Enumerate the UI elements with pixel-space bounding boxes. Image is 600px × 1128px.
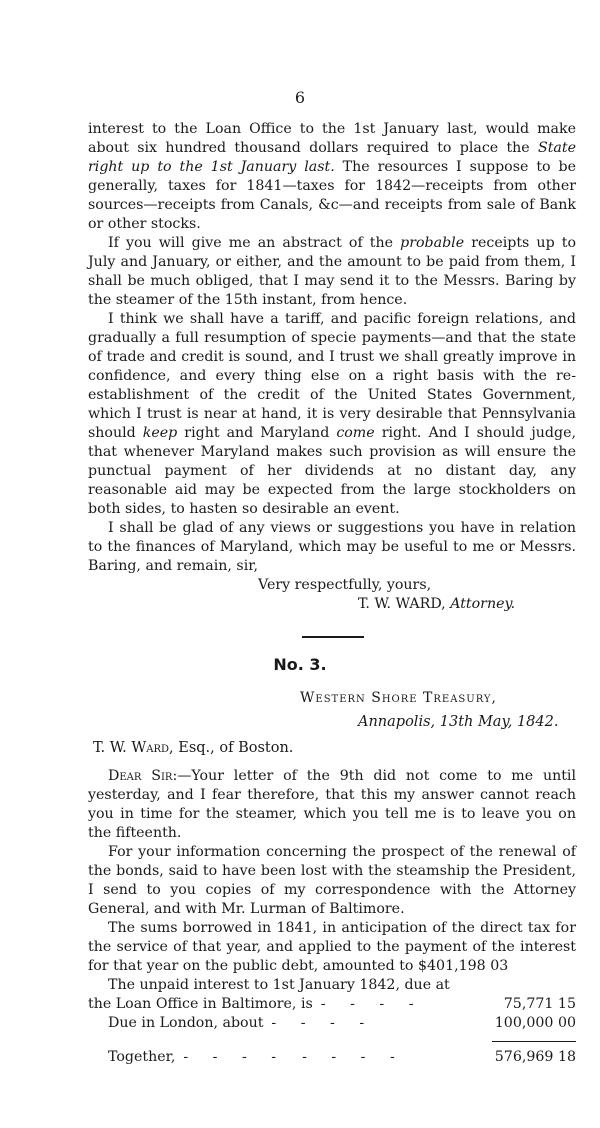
- together-amount: 576,969 18: [494, 1049, 576, 1065]
- addressee-name: T. W. Ward: [93, 740, 170, 756]
- page-number: 6: [294, 88, 306, 107]
- dash-leader: - - - -: [271, 1015, 375, 1031]
- signature-name: T. W. WARD,: [358, 596, 451, 612]
- dash-leader: - - - -: [183, 1049, 287, 1065]
- signature-title: Attorney.: [450, 596, 516, 612]
- p3-italic-come: come: [336, 425, 375, 441]
- together-row: [88, 1048, 576, 1067]
- dateline: Annapolis, 13th May, 1842.: [358, 714, 559, 730]
- paragraph-3: [88, 310, 576, 519]
- loan-office-label: [88, 995, 504, 1014]
- loan-office-amount: 75,771 15: [503, 996, 576, 1012]
- p2-text-c: receipts up to July and January, or either, and the amount to be paid from them, I shall be much obliged, that I may send it to the Messrs. Baring by the steamer of the 15th instant, from hence.: [88, 235, 576, 308]
- together-label: [88, 1048, 495, 1067]
- letter-paragraph-3: [88, 919, 576, 976]
- london-label: [88, 1014, 495, 1033]
- letter-p3-text: The sums borrowed in 1841, in anticipation of the direct tax for the service of that year, and applied to the payment of the interest for that year on the public debt, amounted to: [88, 920, 576, 974]
- paragraph-1: [88, 120, 576, 234]
- unpaid-interest-line: The unpaid interest to 1st January 1842, due at: [108, 977, 450, 993]
- london-amount: 100,000 00: [494, 1015, 576, 1031]
- p1-italic: State right up to the 1st January last.: [88, 140, 576, 175]
- loan-office-row: [88, 995, 576, 1014]
- together-text: Together,: [108, 1049, 176, 1065]
- p1-text-c: The resources I suppose to be generally, taxes for 1841—taxes for 1842—receipts from other sources—receipts from Canals, &c—and receipts from sale of Bank or other stocks.: [88, 159, 576, 232]
- p2-italic: probable: [400, 235, 465, 251]
- p3-text-e: right. And I should judge, that whenever Maryland makes such provision as will ensure the punctual payment of her dividends at no distant day, any reasonable aid may be expected from the large stockholders on both sides, to hasten so desirable an event.: [88, 425, 576, 517]
- salutation: Dear Sir: [108, 768, 173, 784]
- dash-leader: - - - -: [302, 1049, 405, 1065]
- p1-text-a: interest to the Loan Office to the 1st January last, would make about six hundred thousand dollars required to place the: [88, 121, 576, 156]
- closing: Very respectfully, yours,: [258, 577, 432, 593]
- paragraph-2: [88, 234, 576, 310]
- letter-p1-text: :—Your letter of the 9th did not come to me until yesterday, and I fear therefore, that this my answer cannot reach you in time for the steamer, which you tell me is to leave you on the fifteenth.: [88, 768, 576, 841]
- london-text: Due in London, about: [108, 1015, 264, 1031]
- p2-text-a: If you will give me an abstract of the: [108, 235, 401, 251]
- london-row: [88, 1014, 576, 1033]
- addressee: [93, 740, 293, 756]
- paragraph-4: I shall be glad of any views or suggestions you have in relation to the finances of Maryland, which may be useful to me or Messrs. Baring, and remain, sir,: [88, 520, 576, 574]
- lower-text-block: [88, 767, 576, 1067]
- borrowed-amount: $401,198 03: [417, 958, 509, 974]
- p3-text-a: I think we shall have a tariff, and pacific foreign relations, and gradually a full resumption of specie payments—and that the state of trade and credit is sound, and I trust we shall greatly improve in confidence, and every thing else on a right basis with the re-establishment of the credit of the United States Government, which I trust is near at hand, it is very desirable that Pennsylvania should: [88, 311, 576, 441]
- loan-office-text: the Loan Office in Baltimore, is: [88, 996, 313, 1012]
- sum-rule: [492, 1041, 576, 1042]
- letter-paragraph-1: [88, 767, 576, 843]
- p3-italic-keep: keep: [142, 425, 178, 441]
- letter-paragraph-2: For your information concerning the prospect of the renewal of the bonds, said to have been lost with the steamship the President, I send to you copies of my correspondence with the Attorney General, and with Mr. Lurman of Baltimore.: [88, 844, 576, 917]
- section-divider: [302, 636, 364, 638]
- addressee-rest: , Esq., of Boston.: [169, 740, 294, 756]
- dash-leader: - - - -: [320, 996, 424, 1012]
- section-heading: No. 3.: [273, 655, 327, 674]
- p3-text-c: right and Maryland: [177, 425, 337, 441]
- upper-text-block: [88, 120, 576, 614]
- office-heading: Western Shore Treasury,: [300, 690, 497, 706]
- signature: [88, 595, 576, 614]
